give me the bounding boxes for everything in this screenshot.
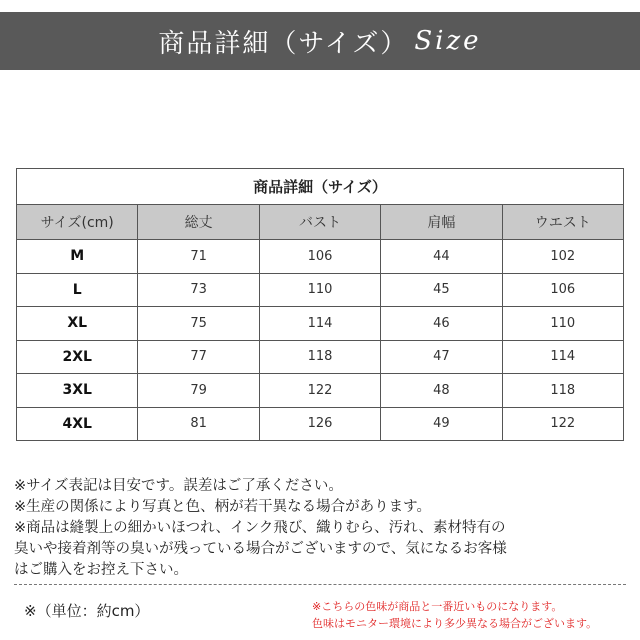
- cell-size: M: [17, 240, 138, 274]
- note-line: ※商品は縫製上の細かいほつれ、インク飛び、織りむら、汚れ、素材特有の: [14, 520, 506, 536]
- cell-shoulder: 49: [381, 407, 502, 441]
- cell-size: XL: [17, 307, 138, 341]
- cell-bust: 118: [259, 340, 380, 374]
- cell-bust: 114: [259, 307, 380, 341]
- cell-shoulder: 47: [381, 340, 502, 374]
- cell-length: 81: [138, 407, 259, 441]
- dashed-divider: [14, 584, 626, 585]
- cell-size: 4XL: [17, 407, 138, 441]
- header-waist: ウエスト: [502, 205, 623, 240]
- cell-waist: 118: [502, 374, 623, 408]
- header-size: サイズ(cm): [17, 205, 138, 240]
- cell-shoulder: 46: [381, 307, 502, 341]
- cell-waist: 102: [502, 240, 623, 274]
- cell-size: 3XL: [17, 374, 138, 408]
- cell-waist: 106: [502, 273, 623, 307]
- table-header-row: [17, 205, 624, 240]
- note-line: ※生産の関係により写真と色、柄が若干異なる場合があります。: [14, 499, 431, 515]
- color-note-line: ※こちらの色味が商品と一番近いものになります。: [312, 600, 563, 613]
- header-shoulder: 肩幅: [381, 205, 502, 240]
- cell-shoulder: 45: [381, 273, 502, 307]
- color-note-line: 色味はモニター環境により多少異なる場合がございます。: [312, 617, 598, 630]
- note-line: 臭いや接着剤等の臭いが残っている場合がございますので、気になるお客様: [14, 541, 507, 557]
- cell-size: L: [17, 273, 138, 307]
- unit-note: ※（単位：約cm）: [24, 602, 150, 620]
- cell-length: 79: [138, 374, 259, 408]
- note-line: はご購入をお控え下さい。: [14, 562, 188, 578]
- cell-shoulder: 48: [381, 374, 502, 408]
- cell-length: 73: [138, 273, 259, 307]
- cell-bust: 106: [259, 240, 380, 274]
- cell-waist: 122: [502, 407, 623, 441]
- table-row: [17, 240, 624, 274]
- table-row: [17, 340, 624, 374]
- cell-waist: 110: [502, 307, 623, 341]
- table-row: [17, 307, 624, 341]
- table-row: [17, 374, 624, 408]
- cell-size: 2XL: [17, 340, 138, 374]
- banner-title: 商品詳細（サイズ）: [158, 28, 409, 59]
- cell-length: 75: [138, 307, 259, 341]
- cell-bust: 126: [259, 407, 380, 441]
- table-row: [17, 407, 624, 441]
- cell-waist: 114: [502, 340, 623, 374]
- table-title: 商品詳細（サイズ）: [17, 169, 624, 205]
- header-bust: バスト: [259, 205, 380, 240]
- notes-block: [14, 476, 630, 581]
- header-banner: [0, 12, 640, 70]
- cell-length: 77: [138, 340, 259, 374]
- cell-length: 71: [138, 240, 259, 274]
- cell-bust: 110: [259, 273, 380, 307]
- color-disclaimer: [312, 598, 632, 632]
- banner-script-text: Size: [414, 26, 482, 56]
- note-line: ※サイズ表記は目安です。誤差はご了承ください。: [14, 478, 343, 494]
- cell-shoulder: 44: [381, 240, 502, 274]
- header-length: 総丈: [138, 205, 259, 240]
- size-table: [16, 168, 624, 441]
- table-row: [17, 273, 624, 307]
- cell-bust: 122: [259, 374, 380, 408]
